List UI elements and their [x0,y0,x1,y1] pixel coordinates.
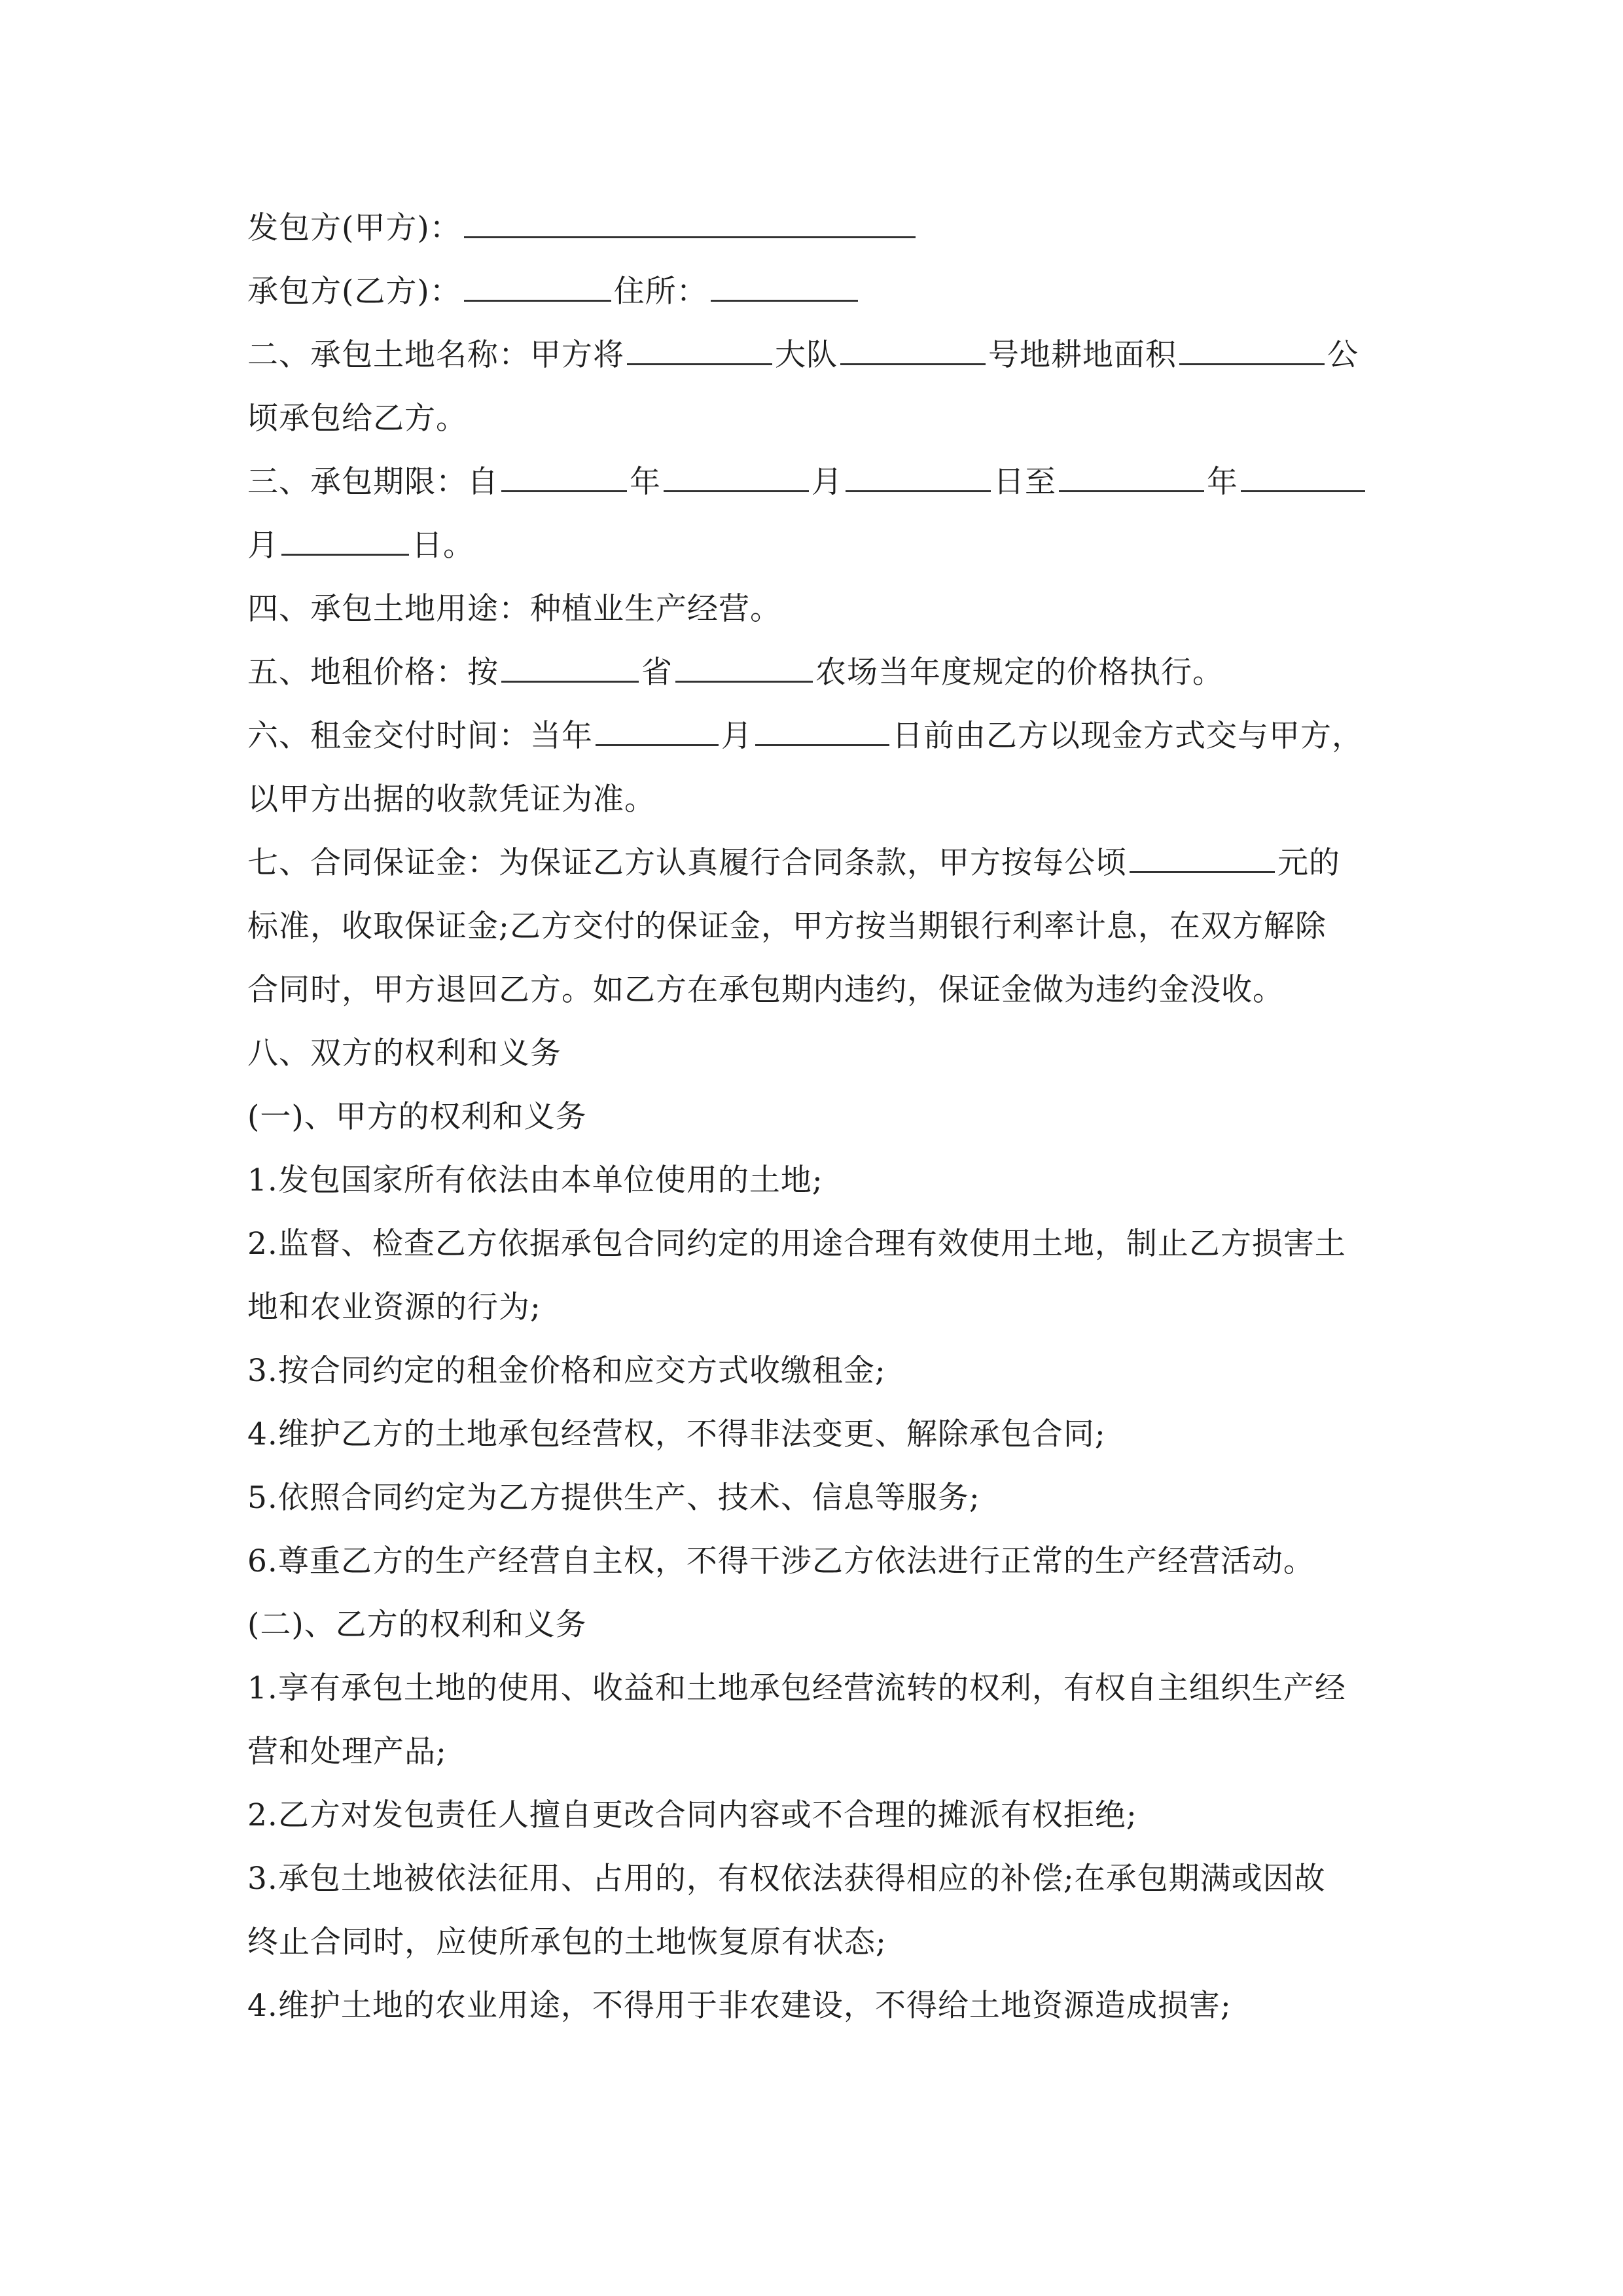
a2-cont-text: 地和农业资源的行为; [247,1289,541,1325]
deposit-line [247,831,1380,895]
end-month-blank[interactable] [1241,454,1365,492]
payment-line [247,704,1380,768]
payment-month-blank[interactable] [596,708,719,746]
party-b-label: 承包方(乙方)： [247,274,461,310]
section-8-heading [247,1022,1380,1085]
land-name-text-4: 公 [1327,337,1359,373]
payment-text-1: 六、租金交付时间：当年 [247,718,593,754]
b1-cont-line [247,1720,1380,1784]
party-a-label: 发包方(甲方)： [247,210,461,246]
start-month-blank[interactable] [664,454,809,492]
deposit-cont-line-2 [247,958,1380,1022]
b3-cont-line [247,1910,1380,1974]
sub-b-heading [247,1593,1380,1657]
a2-text: 2.监督、检查乙方依据承包合同约定的用途合理有效使用土地，制止乙方损害土 [247,1226,1346,1262]
usage-text: 四、承包土地用途：种植业生产经营。 [247,591,781,627]
term-year-label-2: 年 [1207,464,1238,500]
term-line [247,450,1380,514]
deposit-text-2: 元的 [1277,845,1340,881]
term-cont-line [247,514,1380,577]
deposit-amount-blank[interactable] [1130,834,1275,873]
a1-text: 1.发包国家所有依法由本单位使用的土地; [247,1162,823,1198]
b3-cont-text: 终止合同时，应使所承包的土地恢复原有状态; [247,1924,887,1960]
deposit-cont-1: 标准，收取保证金;乙方交付的保证金，甲方按当期银行利率计息，在双方解除 [247,908,1327,944]
b1-text: 1.享有承包土地的使用、收益和土地承包经营流转的权利，有权自主组织生产经 [247,1670,1346,1706]
b3-line [247,1847,1380,1910]
payment-cont: 以甲方出据的收款凭证为准。 [247,781,656,817]
land-name-cont-line [247,387,1380,450]
term-day-to-label: 日至 [993,464,1056,500]
section-8-title: 八、双方的权利和义务 [247,1035,562,1071]
a4-text: 4.维护乙方的土地承包经营权，不得非法变更、解除承包合同; [247,1416,1106,1452]
rent-line [247,641,1380,704]
a2-cont-line [247,1276,1380,1339]
b1-cont-text: 营和处理产品; [247,1734,447,1770]
a4-line [247,1403,1380,1466]
land-name-text-3: 号地耕地面积 [988,337,1177,373]
b4-line [247,1974,1380,2037]
end-day-blank[interactable] [281,517,409,556]
plot-number-blank[interactable] [840,327,986,365]
b1-line [247,1657,1380,1720]
farm-blank[interactable] [675,644,813,683]
rent-text-3: 农场当年度规定的价格执行。 [815,655,1224,691]
term-month-label: 月 [812,464,843,500]
residence-label: 住所： [613,274,708,310]
land-name-text-2: 大队 [775,337,838,373]
rent-text-1: 五、地租价格：按 [247,655,499,691]
party-a-blank[interactable] [464,200,916,238]
a6-text: 6.尊重乙方的生产经营自主权，不得干涉乙方依法进行正常的生产经营活动。 [247,1543,1315,1579]
payment-text-3: 日前由乙方以现金方式交与甲方， [892,718,1363,754]
start-day-blank[interactable] [846,454,991,492]
land-name-text-1: 二、承包土地名称：甲方将 [247,337,624,373]
deposit-cont-2: 合同时，甲方退回乙方。如乙方在承包期内违约，保证金做为违约金没收。 [247,972,1284,1008]
party-a-line [247,196,1380,260]
sub-b-title: (二)、乙方的权利和义务 [247,1607,587,1643]
rent-text-2: 省 [641,655,673,691]
term-year-label: 年 [630,464,661,500]
land-name-cont: 顷承包给乙方。 [247,401,467,437]
term-cont-day: 日。 [412,528,474,564]
residence-blank[interactable] [711,263,858,302]
b2-line [247,1784,1380,1847]
payment-day-blank[interactable] [755,708,889,746]
a5-text: 5.依照合同约定为乙方提供生产、技术、信息等服务; [247,1480,980,1516]
sub-a-title: (一)、甲方的权利和义务 [247,1099,587,1135]
sub-a-heading [247,1085,1380,1149]
document-page [247,196,1380,2037]
a3-line [247,1339,1380,1403]
end-year-blank[interactable] [1059,454,1204,492]
b2-text: 2.乙方对发包责任人擅自更改合同内容或不合理的摊派有权拒绝; [247,1797,1137,1833]
term-text-1: 三、承包期限：自 [247,464,499,500]
a6-line [247,1530,1380,1593]
b4-text: 4.维护土地的农业用途，不得用于非农建设，不得给土地资源造成损害; [247,1988,1232,2024]
term-cont-month: 月 [247,528,279,564]
a2-line [247,1212,1380,1276]
area-blank[interactable] [1179,327,1325,365]
province-blank[interactable] [501,644,639,683]
a3-text: 3.按合同约定的租金价格和应交方式收缴租金; [247,1353,886,1389]
a5-line [247,1466,1380,1530]
start-year-blank[interactable] [501,454,627,492]
usage-line [247,577,1380,641]
party-b-blank[interactable] [464,263,611,302]
payment-text-2: 月 [721,718,753,754]
party-b-line [247,260,1380,323]
payment-cont-line [247,768,1380,831]
b3-text: 3.承包土地被依法征用、占用的，有权依法获得相应的补偿;在承包期满或因故 [247,1861,1326,1897]
a1-line [247,1149,1380,1212]
deposit-text-1: 七、合同保证金：为保证乙方认真履行合同条款，甲方按每公顷 [247,845,1127,881]
brigade-blank[interactable] [627,327,772,365]
deposit-cont-line-1 [247,895,1380,958]
land-name-line [247,323,1380,387]
